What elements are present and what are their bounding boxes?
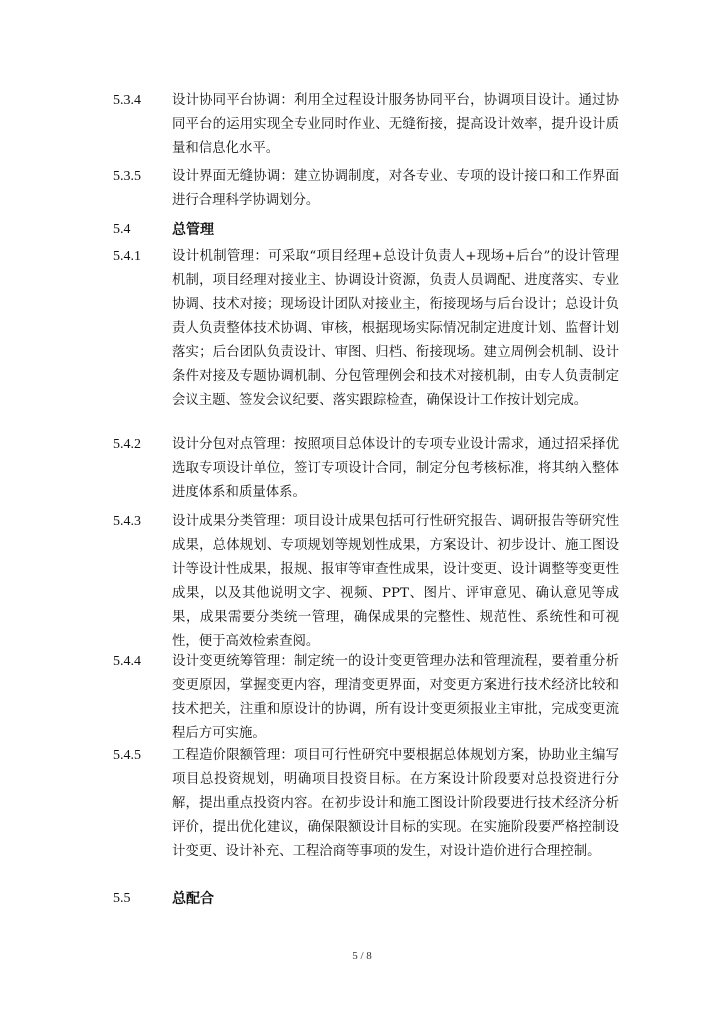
section-number: 5.4.5 bbox=[113, 748, 141, 763]
section-text: 设计分包对点管理：按照项目总体设计的专项专业设计需求，通过招采择优选取专项设计单位，签订专项设计合同，制定分包考核标准，将其纳入整体进度体系和质量体系。 bbox=[172, 437, 619, 500]
section-text: 工程造价限额管理：项目可行性研究中要根据总体规划方案，协助业主编写项目总投资规划，明确项目投资目标。在方案设计阶段要对总投资进行分解，提出重点投资内容。在初步设计和施工图设计阶段要进行技术经济分析评价，提出优化建议，确保限额设计目标的实现。在实施阶段要严格控制设计变更、设计补充、工程洽商等事项的发生，对设计造价进行合理控制。 bbox=[172, 748, 619, 859]
section-number: 5.4.3 bbox=[113, 514, 141, 529]
section-number: 5.3.5 bbox=[113, 169, 141, 184]
section-heading: 总配合 bbox=[172, 891, 214, 907]
section-number: 5.4.2 bbox=[113, 437, 141, 452]
section-heading: 总管理 bbox=[172, 222, 214, 238]
section-number: 5.5 bbox=[113, 891, 131, 906]
section-text: 设计机制管理：可采取“项目经理+总设计负责人+现场+后台”的设计管理机制，项目经理对接业主、协调设计资源，负责人员调配、进度落实、专业协调、技术对接；现场设计团队对接业主，衔接现场与后台设计；总设计负责人负责整体技术协调、审核，根据现场实际情况制定进度计划、监督计划落实；后台团队负责设计、审图、归档、衔接现场。建立周例会机制、设计条件对接及专题协调机制、分包管理例会和技术对接机制，由专人负责制定会议主题、签发会议纪要、落实跟踪检查，确保设计工作按计划完成。 bbox=[172, 249, 619, 408]
section-text: 设计界面无缝协调：建立协调制度，对各专业、专项的设计接口和工作界面进行合理科学协调划分。 bbox=[172, 169, 619, 208]
section-text: 设计变更统筹管理：制定统一的设计变更管理办法和管理流程，要着重分析变更原因，掌握变更内容，理清变更界面，对变更方案进行技术经济比较和技术把关，注重和原设计的协调，所有设计变更须报业主审批，完成变更流程后方可实施。 bbox=[172, 654, 619, 741]
page-number: 5 / 8 bbox=[352, 950, 372, 962]
section-text: 设计成果分类管理：项目设计成果包括可行性研究报告、调研报告等研究性成果，总体规划、专项规划等规划性成果，方案设计、初步设计、施工图设计等设计性成果，报规、报审等审查性成果，设计变更、设计调整等变更性成果，以及其他说明文字、视频、PPT、图片、评审意见、确认意见等成果，成果需要分类统一管理，确保成果的完整性、规范性、系统性和可视性，便于高效检索查阅。 bbox=[172, 514, 619, 649]
section-number: 5.4.4 bbox=[113, 654, 141, 669]
section-number: 5.4 bbox=[113, 222, 131, 237]
section-text: 设计协同平台协调：利用全过程设计服务协同平台，协调项目设计。通过协同平台的运用实现全专业同时作业、无缝衔接，提高设计效率，提升设计质量和信息化水平。 bbox=[172, 93, 619, 156]
section-number: 5.4.1 bbox=[113, 249, 141, 264]
section-number: 5.3.4 bbox=[113, 93, 141, 108]
